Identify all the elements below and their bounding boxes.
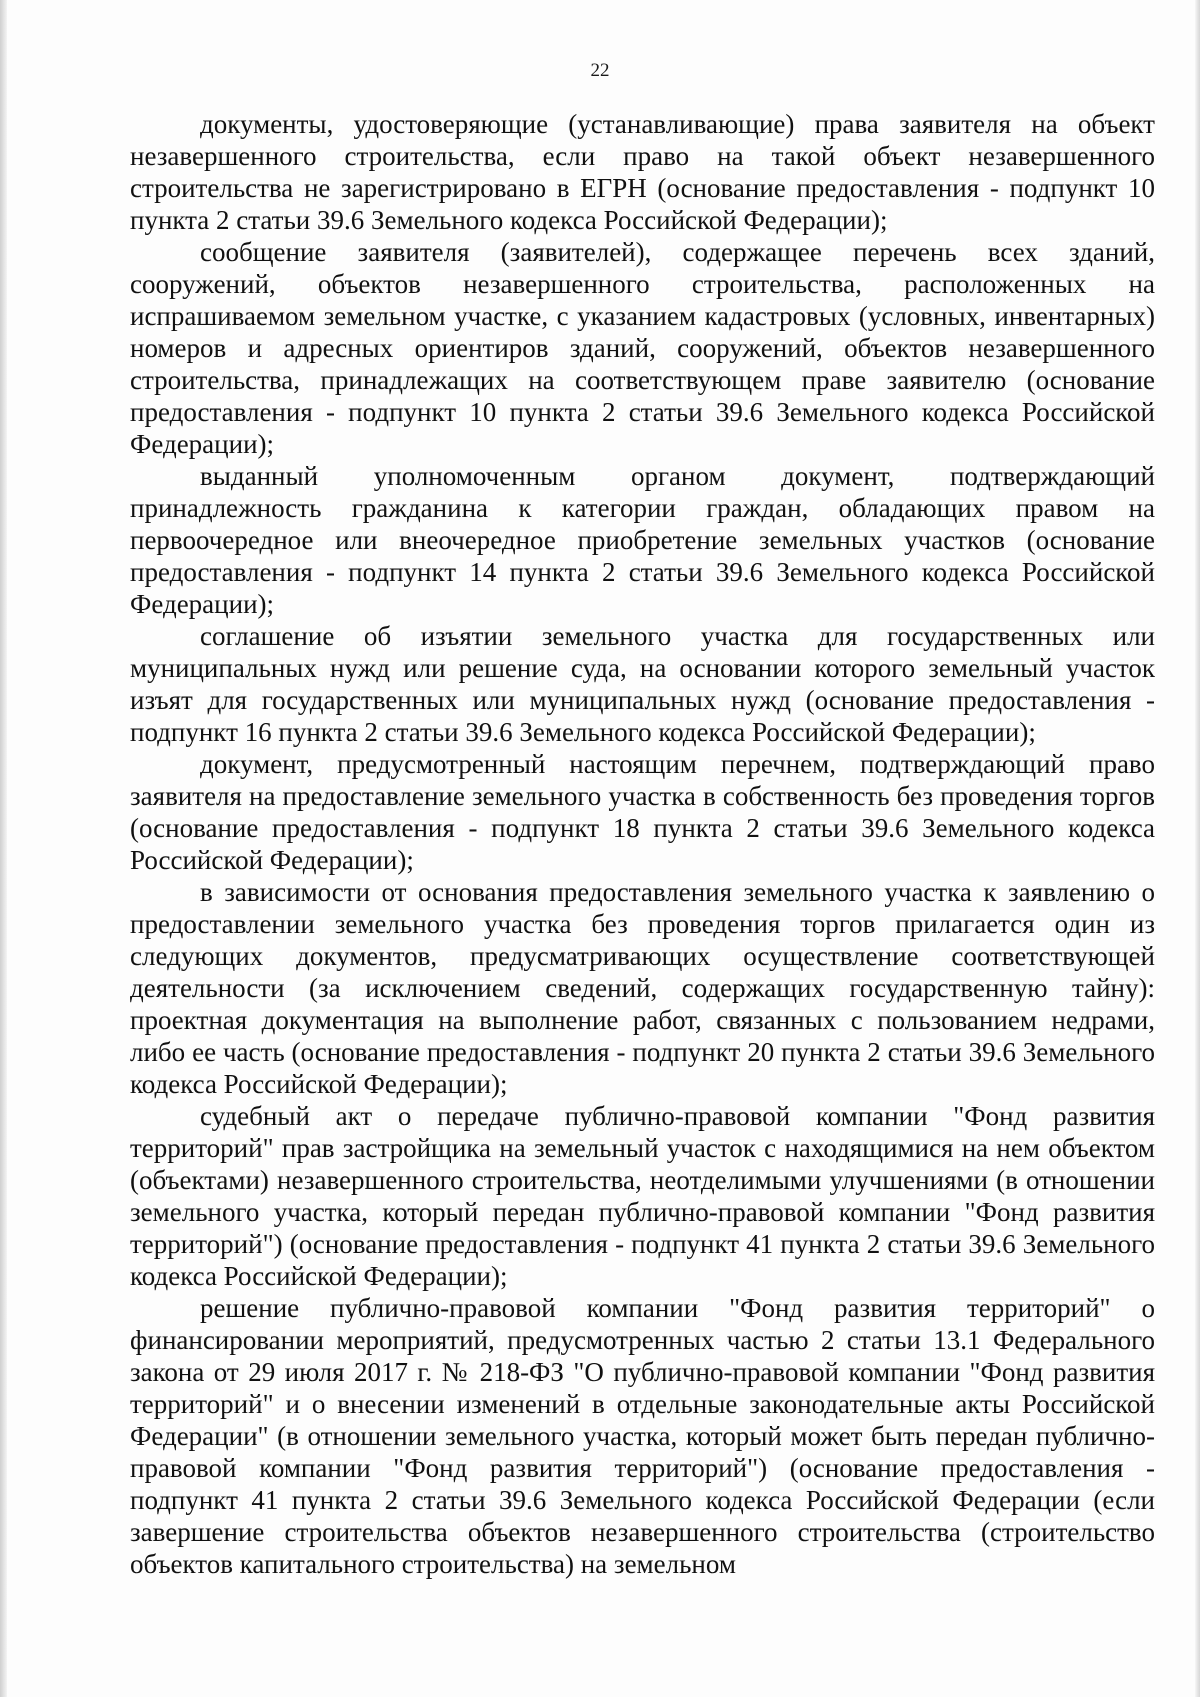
paragraph-authority-document: выданный уполномоченным органом документ, подтверждающий принадлежность гражданина к категории граждан, обладающих правом на первоочередное или внеочередное приобретение земельных участков (основание предоставления - подпункт 14 пункта 2 статьи 39.6 Земельного кодекса Российской Федерации); [130,461,1155,619]
paragraph-fund-decision: решение публично-правовой компании "Фонд развития территорий" о финансировании мероприятий, предусмотренных частью 2 статьи 13.1 Федерального закона от 29 июля 2017 г. № 218-ФЗ "О публично-правовой компании "Фонд развития территорий" и о внесении изменений в отдельные законодательные акты Российской Федерации" (в отношении земельного участка, который может быть передан публично-правовой компании "Фонд развития территорий") (основание предоставления - подпункт 41 пункта 2 статьи 39.6 Земельного кодекса Российской Федерации (если завершение строительства объектов незавершенного строительства (строительство объектов капитального строительства) на земельном [130,1293,1155,1579]
paragraph-seizure-agreement: соглашение об изъятии земельного участка для государственных или муниципальных нужд или решение суда, на основании которого земельный участок изъят для государственных или муниципальных нужд (основание предоставления - подпункт 16 пункта 2 статьи 39.6 Земельного кодекса Российской Федерации); [130,621,1155,747]
paragraph-title-documents: документы, удостоверяющие (устанавливающие) права заявителя на объект незавершенного строительства, если право на такой объект незавершенного строительства не зарегистрировано в ЕГРН (основание предоставления - подпункт 10 пункта 2 статьи 39.6 Земельного кодекса Российской Федерации); [130,109,1155,235]
page-number: 22 [590,60,610,81]
paragraph-court-act: судебный акт о передаче публично-правовой компании "Фонд развития территорий" прав застройщика на земельный участок с находящимися на нем объектом (объектами) незавершенного строительства, неотделимыми улучшениями (в отношении земельного участка, который передан публично-правовой компании "Фонд развития территорий") (основание предоставления - подпункт 41 пункта 2 статьи 39.6 Земельного кодекса Российской Федерации); [130,1101,1155,1291]
paragraph-activity-documents: в зависимости от основания предоставления земельного участка к заявлению о предоставлении земельного участка без проведения торгов прилагается один из следующих документов, предусматривающих осуществление соответствующей деятельности (за исключением сведений, содержащих государственную тайну): проектная документация на выполнение работ, связанных с пользованием недрами, либо ее часть (основание предоставления - подпункт 20 пункта 2 статьи 39.6 Земельного кодекса Российской Федерации); [130,877,1155,1099]
paragraph-right-document: документ, предусмотренный настоящим перечнем, подтверждающий право заявителя на предоставление земельного участка в собственность без проведения торгов (основание предоставления - подпункт 18 пункта 2 статьи 39.6 Земельного кодекса Российской Федерации); [130,749,1155,875]
scan-edge-right [1195,0,1200,1697]
scan-edge-left [0,0,7,1697]
paragraph-applicant-notice: сообщение заявителя (заявителей), содержащее перечень всех зданий, сооружений, объектов незавершенного строительства, расположенных на испрашиваемом земельном участке, с указанием кадастровых (условных, инвентарных) номеров и адресных ориентиров зданий, сооружений, объектов незавершенного строительства, принадлежащих на соответствующем праве заявителю (основание предоставления - подпункт 10 пункта 2 статьи 39.6 Земельного кодекса Российской Федерации); [130,237,1155,459]
document-body [130,108,1155,1580]
